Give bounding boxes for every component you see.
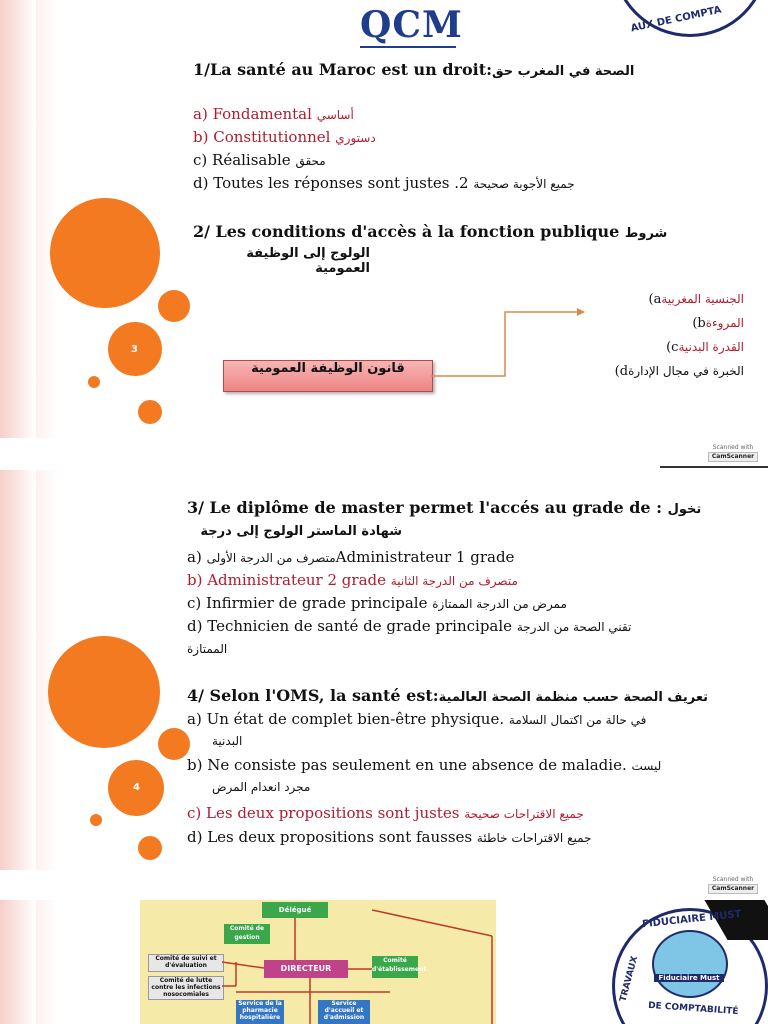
decor-circle-small [158,290,190,322]
question-4 [187,686,708,705]
question-1-fr: 1/La santé au Maroc est un droit: [193,60,493,79]
decor-strip-light [36,0,58,438]
option-3a-ar: متصرف من الدرجة الأولى [206,551,336,565]
option-3c-fr: c) Infirmier de grade principale [187,594,428,612]
option-3d-ar2: الممتازة [187,642,228,656]
slide-divider [660,466,768,468]
option-4a-ar2: البدنية [212,734,243,748]
title-underline [360,46,456,48]
option-1d-fr: d) Toutes les réponses sont justes .2 [193,174,469,192]
option-3b [187,571,518,589]
decor-circle-tiny [88,376,100,388]
decor-circle-small2 [138,400,162,424]
option-2c-letter: c) [666,340,679,355]
question-2 [193,222,667,241]
decor-circle-small2 [138,836,162,860]
option-2d [540,364,744,379]
scanned-with-text: Scanned with [712,444,754,451]
org-box-right: Comité d'établissement [372,956,418,978]
question-3 [187,498,701,517]
scanner-name: CamScanner [708,452,758,462]
option-1d [193,174,575,192]
decor-circle-large [48,636,160,748]
decor-strip [0,0,36,438]
decor-circle-tiny [90,814,102,826]
option-4b [187,756,661,774]
option-1d-ar: جميع الأجوبة صحيحة [473,177,575,191]
page-title: QCM [360,4,463,46]
org-box-left2: Comité de lutte contre les infections nosocomiales [148,976,224,1000]
option-4a-ar: في حالة من اكتمال السلامة [508,713,647,727]
question-4-ar: تعريف الصحة حسب منظمة الصحة العالمية [438,690,709,705]
question-1-ar: الصحة في المغرب حق [492,64,635,79]
option-4c-ar: جميع الاقتراحات صحيحة [464,807,584,821]
logo-text-left: TRAVAUX [618,955,641,1003]
option-2d-ar: الخبرة في مجال الإدارة [628,364,744,378]
slide-3 [0,0,768,438]
org-box-left1: Comité de suivi et d'évaluation [148,954,224,972]
option-3d-fr: d) Technicien de santé de grade principale [187,617,513,635]
option-4b-ar: ليست [631,759,662,773]
logo-text-top: FIDUCIAIRE MUST [641,908,742,931]
question-4-fr: 4/ Selon l'OMS, la santé est: [187,686,439,705]
page-number: 3 [131,344,138,355]
option-4c [187,804,584,822]
question-1 [193,60,634,79]
option-3c [187,594,567,612]
question-2-ar1: شروط [624,226,668,241]
option-2b-ar: المروءة [705,316,744,330]
question-2-fr: 2/ Les conditions d'accès à la fonction publique [193,222,620,241]
option-2c-ar: القدرة البدنية [678,340,744,354]
option-3a-letter: a) [187,548,202,566]
logo-text-bottom: DE COMPTABILITÉ [647,1000,739,1018]
logo-center-text: Fiduciaire Must [654,974,724,982]
org-box-bottom1: Service de la pharmacie hospitalière [236,1000,284,1024]
law-box: قانون الوظيفة العمومية [223,360,433,392]
logo-emblem [652,930,728,998]
scanned-with-text: Scanned with [712,876,754,883]
question-3-ar1: تخول [667,502,702,517]
org-box-bottom2: Service d'accueil et d'admission [318,1000,370,1024]
option-4c-fr: c) Les deux propositions sont justes [187,804,460,822]
option-3d-ar: تقني الصحة من الدرجة [516,620,632,634]
option-3b-ar: متصرف من الدرجة الثانية [390,574,518,588]
option-2a-letter: a) [648,292,662,307]
decor-strip [0,900,36,1024]
option-3a-fr: Administrateur 1 grade [335,548,515,566]
option-2d-letter: d) [614,364,629,379]
option-4a-fr: a) Un état de complet bien-être physique. [187,710,505,728]
option-3c-ar: ممرض من الدرجة الممتازة [432,597,567,611]
slide-5 [0,900,768,1024]
option-3b-fr: b) Administrateur 2 grade [187,571,386,589]
option-4a [187,710,646,728]
option-2c [560,340,744,355]
option-1c-fr: c) Réalisable [193,151,291,169]
option-2b [560,316,744,331]
decor-strip [0,470,36,870]
question-3-ar2: شهادة الماستر الولوج إلى درجة [200,524,402,539]
scanner-watermark-2 [708,876,758,894]
option-1b-fr: b) Constitutionnel [193,128,331,146]
decor-circle-large [50,198,160,308]
option-1b [193,128,376,146]
scanner-name: CamScanner [708,884,758,894]
option-4d [187,828,591,846]
option-1c [193,151,326,169]
logo-text: AUX DE COMPTA [629,4,723,35]
option-1c-ar: محقق [295,154,326,168]
option-2a [560,292,744,307]
option-3a [187,548,514,566]
slide-4 [0,470,768,870]
option-4d-fr: d) Les deux propositions sont fausses [187,828,473,846]
org-box-delegue: Délégué [262,902,328,918]
option-4b-ar2: مجرد انعدام المرض [212,780,311,794]
page-number: 4 [133,782,140,793]
org-box-gestion: Comité de gestion [224,924,270,944]
option-2b-letter: b) [692,316,706,331]
scanner-watermark-1 [708,444,758,462]
option-1a-ar: أساسي [316,108,354,122]
option-1a-fr: a) Fondamental [193,105,312,123]
option-3d [187,617,631,635]
option-4d-ar: جميع الاقتراحات خاطئة [476,831,592,845]
decor-circle-small [158,728,190,760]
option-1a [193,105,354,123]
question-3-fr: 3/ Le diplôme de master permet l'accés au grade de : [187,498,663,517]
question-2-ar2: الولوج إلى الوظيفة العمومية [246,246,370,276]
org-connectors [140,900,496,1024]
option-4b-fr: b) Ne consiste pas seulement en une absence de maladie. [187,756,627,774]
option-1b-ar: دستوري [335,131,376,145]
decor-strip-light [36,900,58,1024]
option-2a-ar: الجنسية المغربية [661,292,744,306]
org-box-directeur: DIRECTEUR [264,960,348,978]
